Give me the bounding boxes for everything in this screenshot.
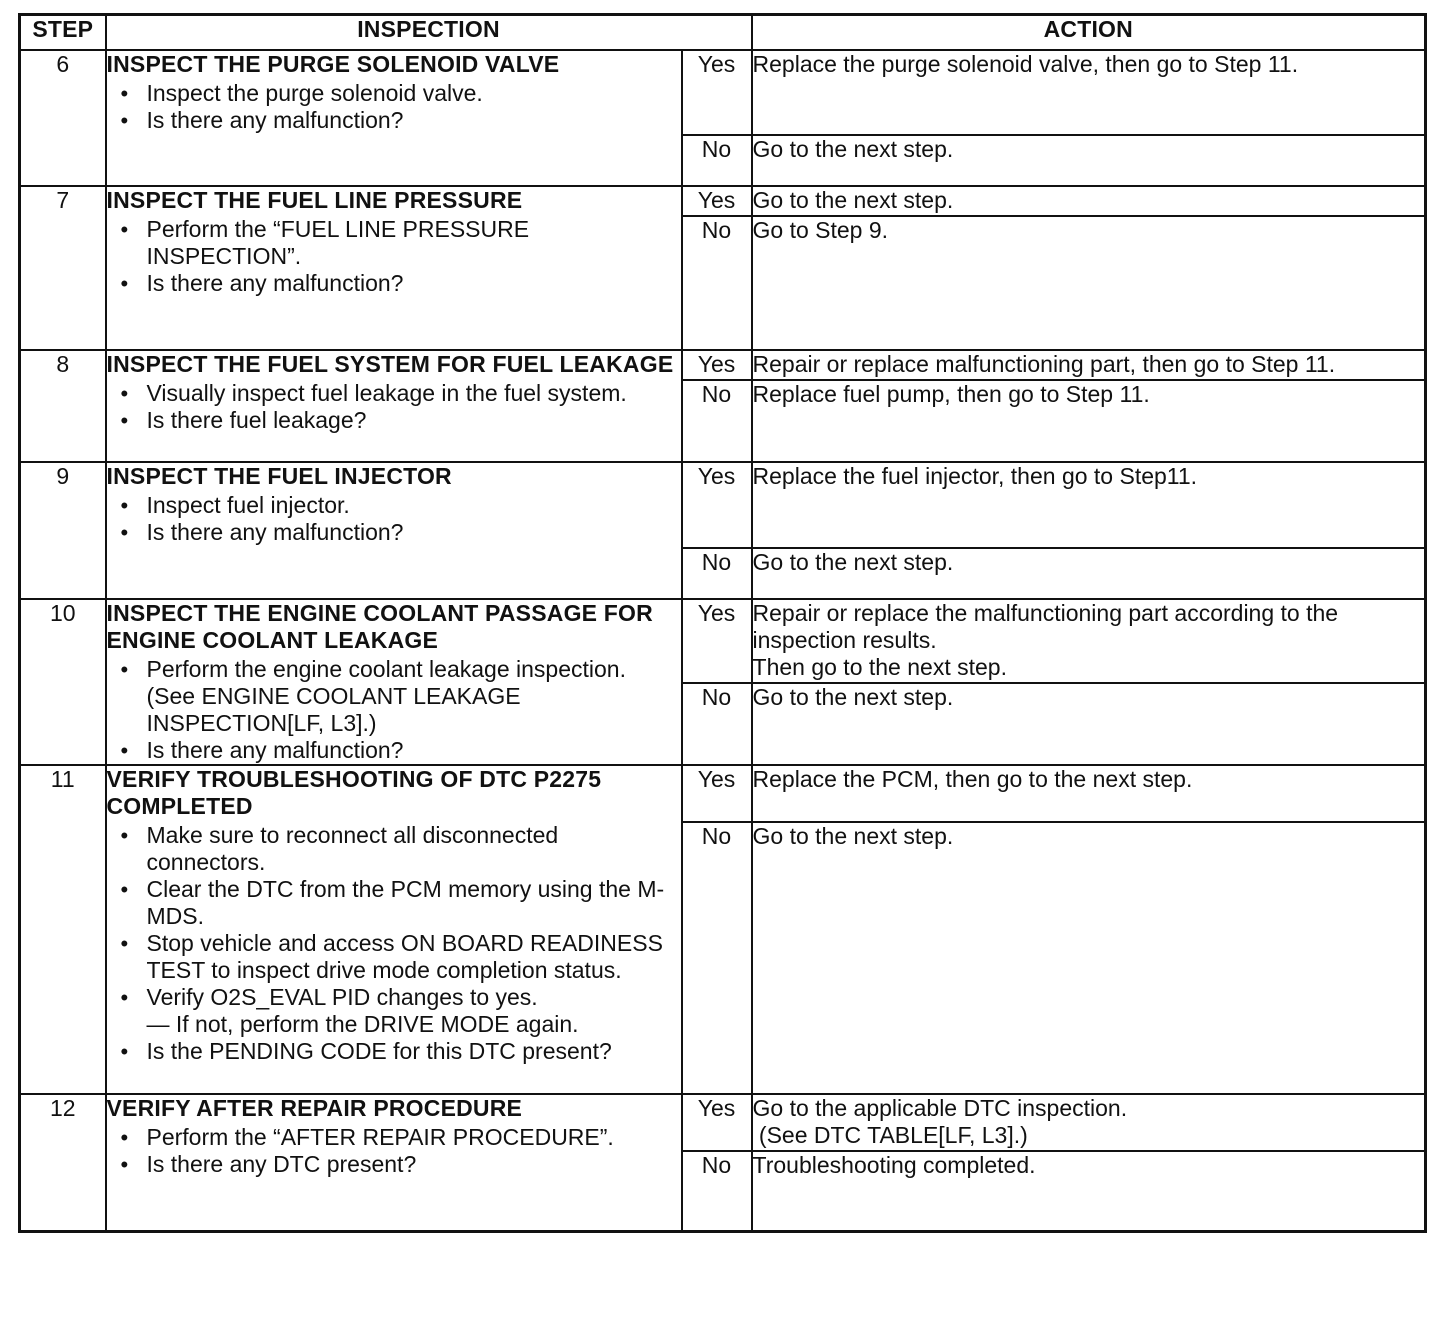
bullet-item: • Is there fuel leakage? — [107, 407, 681, 434]
step-11-yes-row — [20, 765, 1426, 822]
yes-action — [752, 50, 1426, 135]
bullet-text: Verify O2S_EVAL PID changes to yes. — [146, 984, 538, 1010]
no-action — [752, 1151, 1426, 1232]
action-text: Go to the next step. — [752, 823, 954, 849]
inspection-cell — [106, 186, 682, 350]
bullet-item: • Is there any malfunction? — [107, 737, 681, 764]
step-9-yes-row — [20, 462, 1426, 548]
bullet-item: • Inspect fuel injector. — [107, 492, 681, 519]
action-text: Repair or replace the malfunctioning part according to the inspection results. — [752, 600, 1339, 653]
action-text: Go to the next step. — [752, 136, 954, 162]
action-text: Go to Step 9. — [752, 217, 889, 243]
step-10-yes-row — [20, 599, 1426, 683]
yes-action — [752, 462, 1426, 548]
step-8-yes-row — [20, 350, 1426, 380]
bullet-item: • Visually inspect fuel leakage in the fuel system. — [107, 380, 681, 407]
no-label: No — [682, 135, 752, 186]
inspection-cell — [106, 50, 682, 186]
bullet-item — [107, 984, 681, 1038]
no-label: No — [682, 822, 752, 1094]
yes-label: Yes — [682, 462, 752, 548]
inspection-bullets — [107, 216, 681, 297]
inspection-bullets — [107, 1124, 681, 1178]
header-inspection: INSPECTION — [106, 15, 752, 51]
step-6-yes-row — [20, 50, 1426, 135]
step-number: 12 — [20, 1094, 106, 1232]
step-7-yes-row — [20, 186, 1426, 216]
step-number: 6 — [20, 50, 106, 186]
bullet-item: • Is there any malfunction? — [107, 270, 681, 297]
action-text: Replace the fuel injector, then go to Step11. — [752, 463, 1198, 489]
no-label: No — [682, 1151, 752, 1232]
inspection-bullets — [107, 492, 681, 546]
header-step: STEP — [20, 15, 106, 51]
inspection-cell — [106, 350, 682, 462]
no-label: No — [682, 216, 752, 350]
no-label: No — [682, 683, 752, 765]
yes-action — [752, 765, 1426, 822]
header-action: ACTION — [752, 15, 1426, 51]
step-number: 9 — [20, 462, 106, 599]
bullet-item: • Clear the DTC from the PCM memory using the M-MDS. — [107, 876, 681, 930]
no-action — [752, 135, 1426, 186]
yes-action — [752, 350, 1426, 380]
action-text: Go to the applicable DTC inspection. — [752, 1095, 1128, 1121]
step-number: 7 — [20, 186, 106, 350]
step-12-yes-row — [20, 1094, 1426, 1151]
yes-label: Yes — [682, 350, 752, 380]
yes-label: Yes — [682, 765, 752, 822]
action-text: Replace the PCM, then go to the next step. — [752, 766, 1193, 792]
no-action — [752, 216, 1426, 350]
no-action — [752, 683, 1426, 765]
action-text: Replace fuel pump, then go to Step 11. — [752, 381, 1150, 407]
inspection-title: INSPECT THE FUEL INJECTOR — [106, 463, 452, 489]
bullet-item: • Is there any malfunction? — [107, 107, 681, 134]
bullet-item: • Perform the “FUEL LINE PRESSURE INSPECTION”. — [107, 216, 681, 270]
no-label: No — [682, 548, 752, 599]
action-text: Repair or replace malfunctioning part, then go to Step 11. — [752, 351, 1336, 377]
troubleshooting-table-wrapper — [18, 13, 1424, 1233]
bullet-item: • Perform the engine coolant leakage inspection. (See ENGINE COOLANT LEAKAGE INSPECTION[LF, L3].) — [107, 656, 681, 737]
yes-label: Yes — [682, 186, 752, 216]
action-text: Troubleshooting completed. — [752, 1152, 1036, 1178]
bullet-item: • Make sure to reconnect all disconnected connectors. — [107, 822, 681, 876]
bullet-subnote: — If not, perform the DRIVE MODE again. — [146, 1011, 579, 1037]
bullet-item: • Is there any DTC present? — [107, 1151, 681, 1178]
yes-action — [752, 186, 1426, 216]
yes-action — [752, 599, 1426, 683]
inspection-bullets — [107, 80, 681, 134]
troubleshooting-table — [18, 13, 1427, 1233]
inspection-bullets — [107, 656, 681, 764]
bullet-item: • Perform the “AFTER REPAIR PROCEDURE”. — [107, 1124, 681, 1151]
inspection-cell — [106, 765, 682, 1094]
inspection-bullets — [107, 822, 681, 1065]
inspection-title: VERIFY TROUBLESHOOTING OF DTC P2275 COMPLETED — [106, 766, 602, 819]
inspection-cell — [106, 1094, 682, 1232]
action-text: Go to the next step. — [752, 187, 954, 213]
yes-label: Yes — [682, 1094, 752, 1151]
action-text: Then go to the next step. — [752, 654, 1007, 680]
action-text: Replace the purge solenoid valve, then go to Step 11. — [752, 51, 1299, 77]
step-number: 8 — [20, 350, 106, 462]
bullet-item: • Is the PENDING CODE for this DTC present? — [107, 1038, 681, 1065]
step-number: 11 — [20, 765, 106, 1094]
bullet-item: • Is there any malfunction? — [107, 519, 681, 546]
inspection-title: INSPECT THE FUEL SYSTEM FOR FUEL LEAKAGE — [106, 351, 674, 377]
action-text: Go to the next step. — [752, 684, 954, 710]
no-action — [752, 548, 1426, 599]
inspection-title: INSPECT THE PURGE SOLENOID VALVE — [106, 51, 560, 77]
action-text: Go to the next step. — [752, 549, 954, 575]
inspection-title: VERIFY AFTER REPAIR PROCEDURE — [106, 1095, 523, 1121]
yes-action — [752, 1094, 1426, 1151]
step-number: 10 — [20, 599, 106, 765]
bullet-item: • Inspect the purge solenoid valve. — [107, 80, 681, 107]
inspection-bullets — [107, 380, 681, 434]
inspection-title: INSPECT THE ENGINE COOLANT PASSAGE FOR ENGINE COOLANT LEAKAGE — [106, 600, 653, 653]
no-action — [752, 380, 1426, 462]
no-label: No — [682, 380, 752, 462]
inspection-title: INSPECT THE FUEL LINE PRESSURE — [106, 187, 523, 213]
inspection-cell — [106, 462, 682, 599]
no-action — [752, 822, 1426, 1094]
yes-label: Yes — [682, 599, 752, 683]
header-row — [20, 15, 1426, 51]
yes-label: Yes — [682, 50, 752, 135]
bullet-item: • Stop vehicle and access ON BOARD READINESS TEST to inspect drive mode completion status. — [107, 930, 681, 984]
inspection-cell — [106, 599, 682, 765]
action-text: (See DTC TABLE[LF, L3].) — [752, 1122, 1028, 1148]
